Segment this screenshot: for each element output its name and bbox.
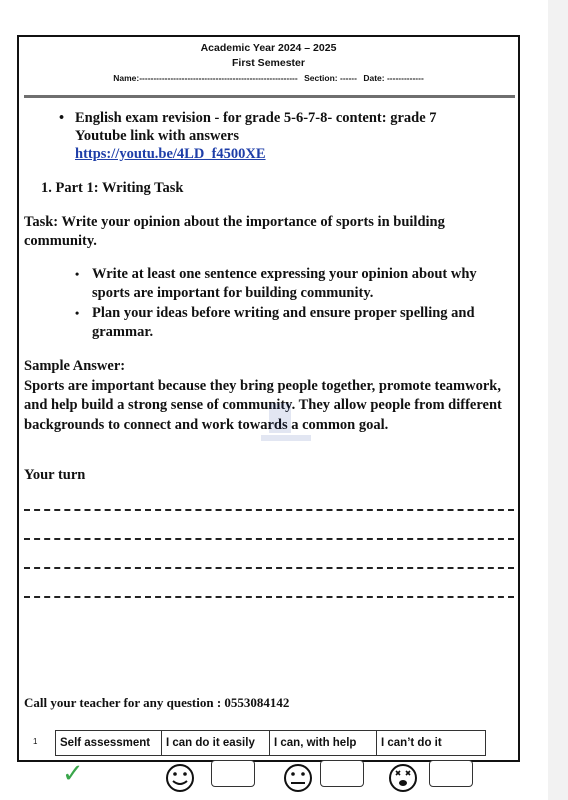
scrollbar-track[interactable]	[548, 0, 568, 800]
cannot-header: I can’t do it	[377, 731, 486, 756]
name-field: Name:--------------------------------------------------------	[113, 73, 298, 83]
sad-face-icon	[386, 763, 420, 793]
self-assessment-header: Self assessment	[56, 731, 162, 756]
answer-line[interactable]	[24, 567, 514, 569]
self-assessment-table	[55, 730, 486, 756]
student-info-fields	[19, 73, 518, 83]
bullet-icon: •	[75, 267, 80, 281]
bullet-icon: •	[75, 306, 80, 320]
youtube-caption: Youtube link with answers	[75, 128, 239, 144]
youtube-link[interactable]: https://youtu.be/4LD_f4500XE	[75, 146, 266, 162]
answer-line[interactable]	[24, 509, 514, 511]
section-heading: 1. Part 1: Writing Task	[41, 180, 184, 196]
with-help-header: I can, with help	[270, 731, 377, 756]
teacher-contact: Call your teacher for any question : 0553084142	[24, 695, 290, 710]
smile-face-icon	[163, 763, 197, 793]
easy-checkbox[interactable]	[211, 760, 255, 787]
instruction-text: Write at least one sentence expressing your opinion about why sports are important for building community.	[92, 266, 477, 301]
semester-title: First Semester	[232, 57, 305, 69]
task-prompt: Task: Write your opinion about the importance of sports in building community.	[24, 214, 445, 249]
neutral-face-icon	[281, 763, 315, 793]
academic-year-title: Academic Year 2024 – 2025	[200, 42, 337, 54]
cannot-checkbox[interactable]	[429, 760, 473, 787]
check-icon: ✓	[62, 759, 84, 789]
watermark-logo	[241, 399, 331, 459]
answer-line[interactable]	[24, 596, 514, 598]
sample-answer-label: Sample Answer:	[24, 358, 126, 374]
your-turn-label: Your turn	[24, 467, 86, 483]
revision-title: English exam revision - for grade 5-6-7-8- content: grade 7	[75, 110, 437, 126]
instruction-item	[75, 304, 515, 342]
section-field: Section: ------	[304, 73, 357, 83]
instruction-text: Plan your ideas before writing and ensure proper spelling and grammar.	[92, 305, 475, 340]
worksheet-frame	[17, 35, 520, 762]
with-help-checkbox[interactable]	[320, 760, 364, 787]
sample-answer-text: Sports are important because they bring people together, promote teamwork, and help build a strong sense of community. They allow people from different backgrounds to connect and work towards a common goal.	[24, 377, 502, 433]
row-number: 1	[33, 737, 38, 746]
header-divider	[24, 95, 515, 98]
revision-info	[59, 109, 437, 163]
instruction-item	[75, 265, 515, 303]
easy-header: I can do it easily	[162, 731, 270, 756]
date-field: Date: -------------	[363, 73, 424, 83]
answer-line[interactable]	[24, 538, 514, 540]
bullet-icon: •	[59, 110, 65, 126]
